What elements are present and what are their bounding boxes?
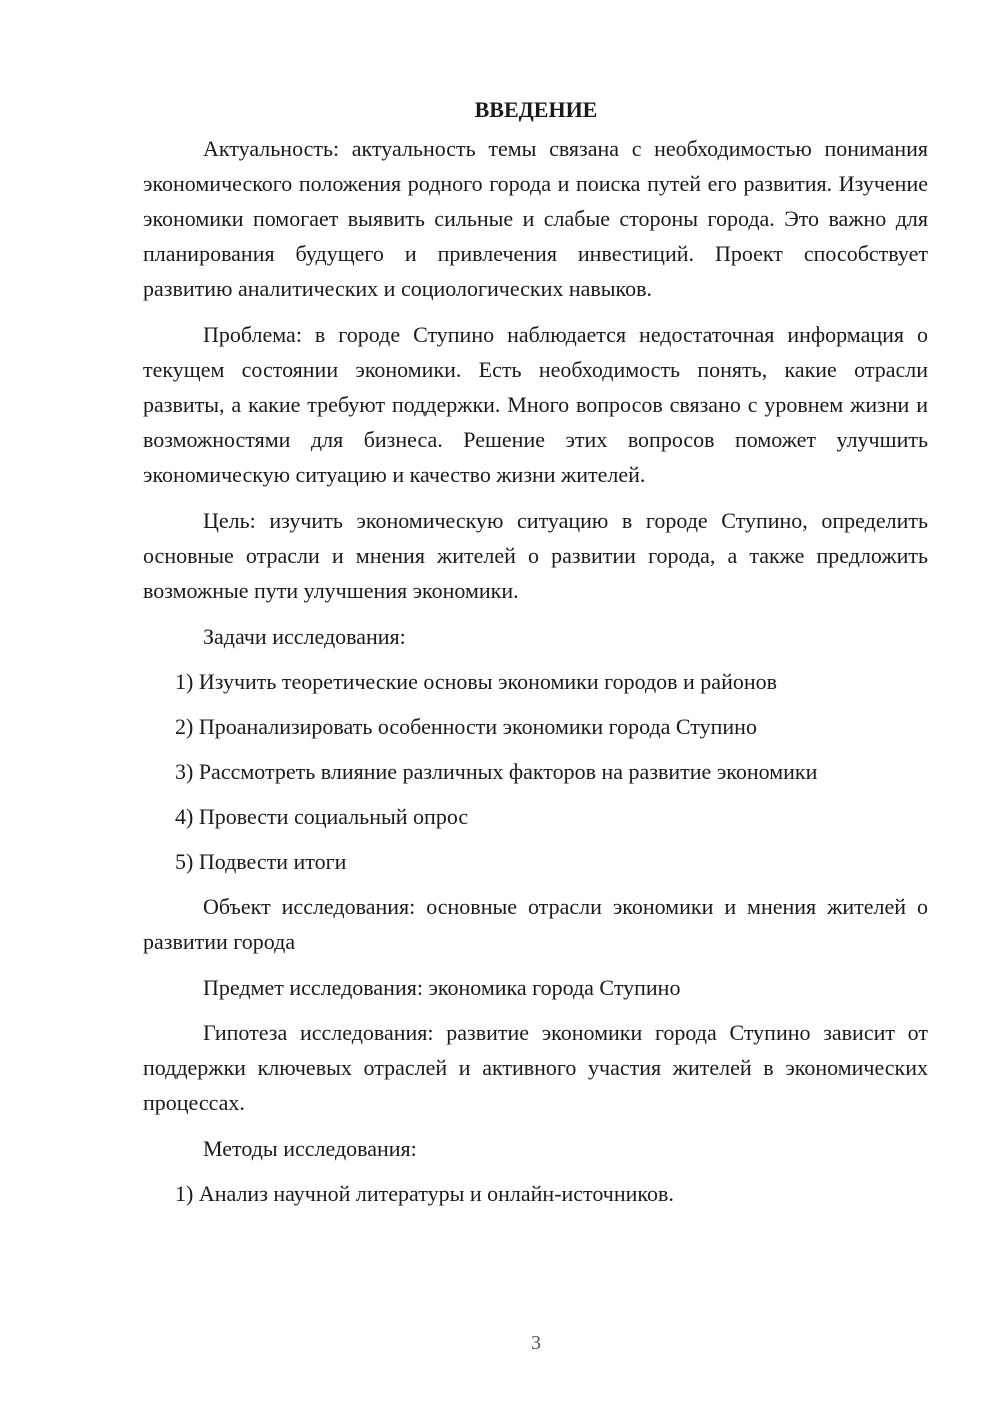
tasks-list — [143, 664, 928, 879]
problem-paragraph: Проблема: в городе Ступино наблюдается недостаточная информация о текущем состоянии экономики. Есть необходимость понять, какие отрасли развиты, а какие требуют поддержки. Много вопросов связано с уровнем жизни и возможностями для бизнеса. Решение этих вопросов поможет улучшить экономическую ситуацию и качество жизни жителей. — [143, 322, 928, 487]
methods-heading: Методы исследования: — [203, 1136, 417, 1161]
methods-list — [143, 1176, 928, 1211]
document-page — [143, 92, 928, 1221]
tasks-heading: Задачи исследования: — [203, 624, 406, 649]
list-item: 1) Изучить теоретические основы экономики городов и районов — [175, 669, 778, 694]
section-title: ВВЕДЕНИЕ — [474, 97, 598, 122]
subject-line: Предмет исследования: экономика города Ступино — [203, 975, 681, 1000]
list-item: 3) Рассмотреть влияние различных факторов на развитие экономики — [175, 759, 818, 784]
relevance-paragraph: Актуальность: актуальность темы связана с необходимостью понимания экономического положения родного города и поиска путей его развития. Изучение экономики помогает выявить сильные и слабые стороны города. Это важно для планирования будущего и привлечения инвестиций. Проект способствует развитию аналитических и социологических навыков. — [143, 136, 928, 301]
goal-paragraph: Цель: изучить экономическую ситуацию в городе Ступино, определить основные отрасли и мнения жителей о развитии города, а также предложить возможные пути улучшения экономики. — [143, 508, 928, 603]
list-item: 2) Проанализировать особенности экономики города Ступино — [175, 714, 757, 739]
list-item: 5) Подвести итоги — [175, 849, 347, 874]
page-number: 3 — [531, 1332, 541, 1354]
list-item: 1) Анализ научной литературы и онлайн-источников. — [175, 1181, 674, 1206]
hypothesis-paragraph: Гипотеза исследования: развитие экономики города Ступино зависит от поддержки ключевых отраслей и активного участия жителей в экономических процессах. — [143, 1020, 928, 1115]
object-paragraph: Объект исследования: основные отрасли экономики и мнения жителей о развитии города — [143, 894, 928, 954]
list-item: 4) Провести социальный опрос — [175, 804, 469, 829]
